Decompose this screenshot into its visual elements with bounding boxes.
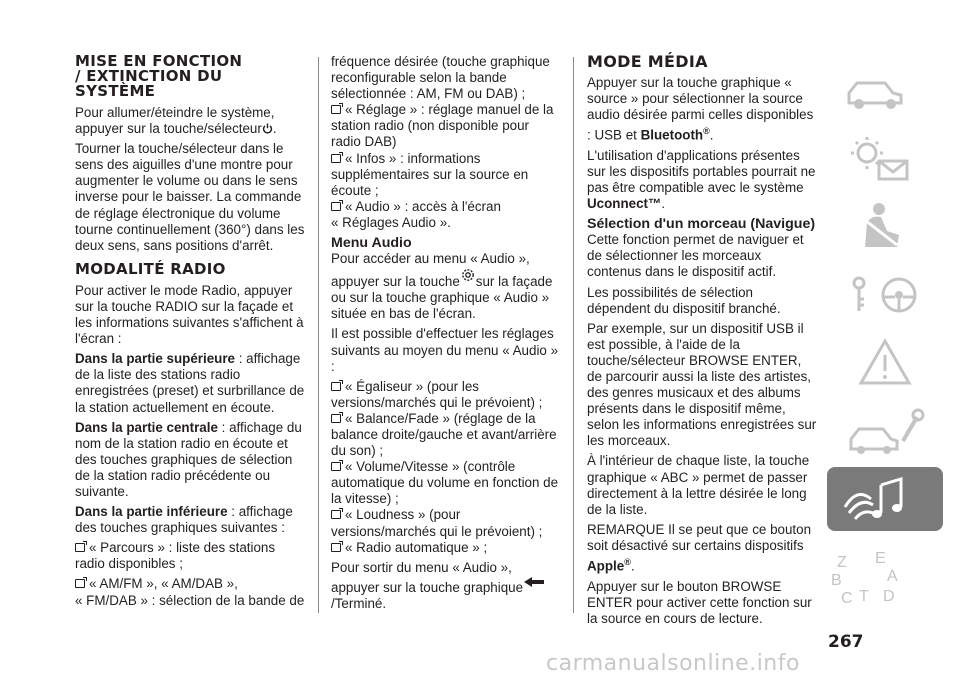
paragraph: Cette fonction permet de naviguer et de sélectionner les morceaux contenus dans le dispositif actif. bbox=[587, 232, 804, 280]
tab-emergency[interactable] bbox=[827, 331, 943, 395]
heading-track-selection: Sélection d'un morceau (Navigue) bbox=[587, 216, 816, 233]
warning-lights-icon bbox=[827, 127, 943, 191]
list-item: « Radio automatique » ; bbox=[331, 540, 559, 556]
seatbelt-icon bbox=[827, 195, 943, 259]
index-letter: D bbox=[883, 588, 895, 605]
paragraph: fréquence désirée (touche graphique reconfigurable selon la bande sélectionnée : AM, FM ou DAB) ; bbox=[331, 54, 550, 102]
paragraph: Appuyer sur la touche graphique « source » pour sélectionner la source audio désirée parmi celles disponibles : USB et Bluetooth®. bbox=[587, 75, 814, 143]
column-divider bbox=[318, 57, 319, 613]
paragraph: Par exemple, sur un dispositif USB il est possible, à l'aide de la touche/sélecteur BROWSE ENTER, de parcourir aussi la liste des artistes, des genres musicaux et des albums présents dans le dispositif même, selon les informations enregistrées sur les morceaux. bbox=[587, 320, 817, 449]
paragraph: Pour allumer/éteindre le système, appuyer sur la touche/sélecteur . bbox=[75, 105, 277, 137]
list-item: « Volume/Vitesse » (contrôle automatique du volume en fonction de la vitesse) ; bbox=[331, 459, 559, 507]
tab-safety[interactable] bbox=[827, 195, 943, 259]
multimedia-icon bbox=[827, 467, 943, 531]
settings-icon bbox=[460, 267, 476, 283]
index-letter: B bbox=[831, 572, 842, 589]
back-arrow-icon bbox=[523, 576, 545, 588]
heading-power: MISE EN FONCTION / EXTINCTION DU SYSTÈME bbox=[75, 52, 243, 100]
car-icon bbox=[827, 59, 943, 123]
tab-start-driving[interactable] bbox=[827, 263, 943, 327]
wrench-car-icon bbox=[827, 399, 943, 463]
list-item: « Infos » : informations supplémentaires sur la source en écoute ; bbox=[331, 150, 529, 198]
paragraph: À l'intérieur de chaque liste, la touche graphique « ABC » permet de passer directement à la lettre désirée le long de la liste. bbox=[587, 453, 810, 517]
page-number: 267 bbox=[828, 632, 864, 652]
button-icon bbox=[331, 462, 341, 471]
button-icon bbox=[331, 105, 341, 114]
list-item: « Égaliseur » (pour les versions/marchés qui le prévoient) ; bbox=[331, 378, 543, 410]
tab-maintenance[interactable] bbox=[827, 399, 943, 463]
list-item: « AM/FM », « AM/DAB », « FM/DAB » : sélection de la bande de bbox=[75, 576, 305, 608]
button-icon bbox=[331, 382, 341, 391]
paragraph: Les possibilités de sélection dépendent du dispositif branché. bbox=[587, 284, 781, 316]
paragraph: REMARQUE Il se peut que ce bouton soit désactivé sur certains dispositifs Apple®. bbox=[587, 521, 812, 574]
power-icon bbox=[262, 123, 273, 134]
steering-key-icon bbox=[827, 263, 943, 327]
paragraph: Pour activer le mode Radio, appuyer sur la touche RADIO sur la façade et les informations suivantes s'affichent à l'écran : bbox=[75, 282, 304, 347]
column-2 bbox=[331, 54, 559, 616]
paragraph: Dans la partie centrale : affichage du nom de la station radio en écoute et des touches graphiques de sélection de la station radio précédente ou suivante. bbox=[75, 419, 302, 499]
column-3 bbox=[587, 54, 817, 631]
list-item: « Loudness » (pour versions/marchés qui le prévoient) ; bbox=[331, 507, 543, 539]
index-letters-icon bbox=[827, 545, 943, 609]
list-item: « Audio » : accès à l'écran « Réglages Audio ». bbox=[331, 198, 501, 230]
button-icon bbox=[75, 543, 85, 552]
index-letter: A bbox=[887, 568, 898, 585]
button-icon bbox=[331, 510, 341, 519]
button-icon bbox=[75, 579, 85, 588]
list-item: « Réglage » : réglage manuel de la station radio (non disponible pour radio DAB) bbox=[331, 102, 554, 150]
index-letter: T bbox=[859, 588, 869, 605]
button-icon bbox=[331, 202, 341, 211]
button-icon bbox=[331, 154, 341, 163]
index-letter: E bbox=[875, 550, 886, 567]
paragraph: Pour sortir du menu « Audio », appuyer sur la touche graphique/Terminé. bbox=[331, 560, 559, 612]
column-1 bbox=[75, 54, 305, 609]
index-letter: C bbox=[841, 590, 853, 607]
warning-triangle-icon bbox=[827, 331, 943, 395]
tab-car[interactable] bbox=[827, 59, 943, 123]
tab-index[interactable] bbox=[827, 545, 943, 609]
paragraph: Dans la partie supérieure : affichage de la liste des stations radio enregistrées (preset) et surbrillance de la station actuellement en écoute. bbox=[75, 351, 305, 415]
paragraph: Il est possible d'effectuer les réglages suivants au moyen du menu « Audio » : bbox=[331, 326, 559, 374]
tab-warning-lights[interactable] bbox=[827, 127, 943, 191]
list-item: « Balance/Fade » (réglage de la balance droite/gauche et avant/arrière du son) ; bbox=[331, 410, 557, 459]
index-letter: Z bbox=[837, 554, 847, 571]
watermark: carmanualsonline.info bbox=[546, 651, 800, 676]
paragraph: Tourner la touche/sélecteur dans le sens des aiguilles d'une montre pour augmenter le volume ou dans le sens inverse pour le baisser. La commande de réglage électronique du volume tourne continuellement (360°) dans les deux sens, sans positions d'arrêt. bbox=[75, 141, 305, 253]
heading-menu-audio: Menu Audio bbox=[331, 235, 412, 252]
paragraph: Appuyer sur le bouton BROWSE ENTER pour activer cette fonction sur la source en cours de lecture. bbox=[587, 578, 812, 626]
heading-media: MODE MÉDIA bbox=[587, 52, 708, 71]
button-icon bbox=[331, 543, 341, 552]
paragraph: L'utilisation d'applications présentes sur les dispositifs portables pourrait ne pas être compatible avec le système Uconnect™. bbox=[587, 147, 816, 212]
heading-radio: MODALITÉ RADIO bbox=[75, 259, 226, 278]
paragraph: Pour accéder au menu « Audio », appuyer sur la touche sur la façade ou sur la touche graphique « Audio » située en bas de l'écran. bbox=[331, 251, 553, 322]
tab-multimedia[interactable] bbox=[827, 467, 943, 531]
column-divider bbox=[573, 57, 574, 613]
button-icon bbox=[331, 414, 341, 423]
list-item: « Parcours » : liste des stations radio disponibles ; bbox=[75, 540, 276, 572]
paragraph: Dans la partie inférieure : affichage des touches graphiques suivantes : bbox=[75, 504, 293, 536]
